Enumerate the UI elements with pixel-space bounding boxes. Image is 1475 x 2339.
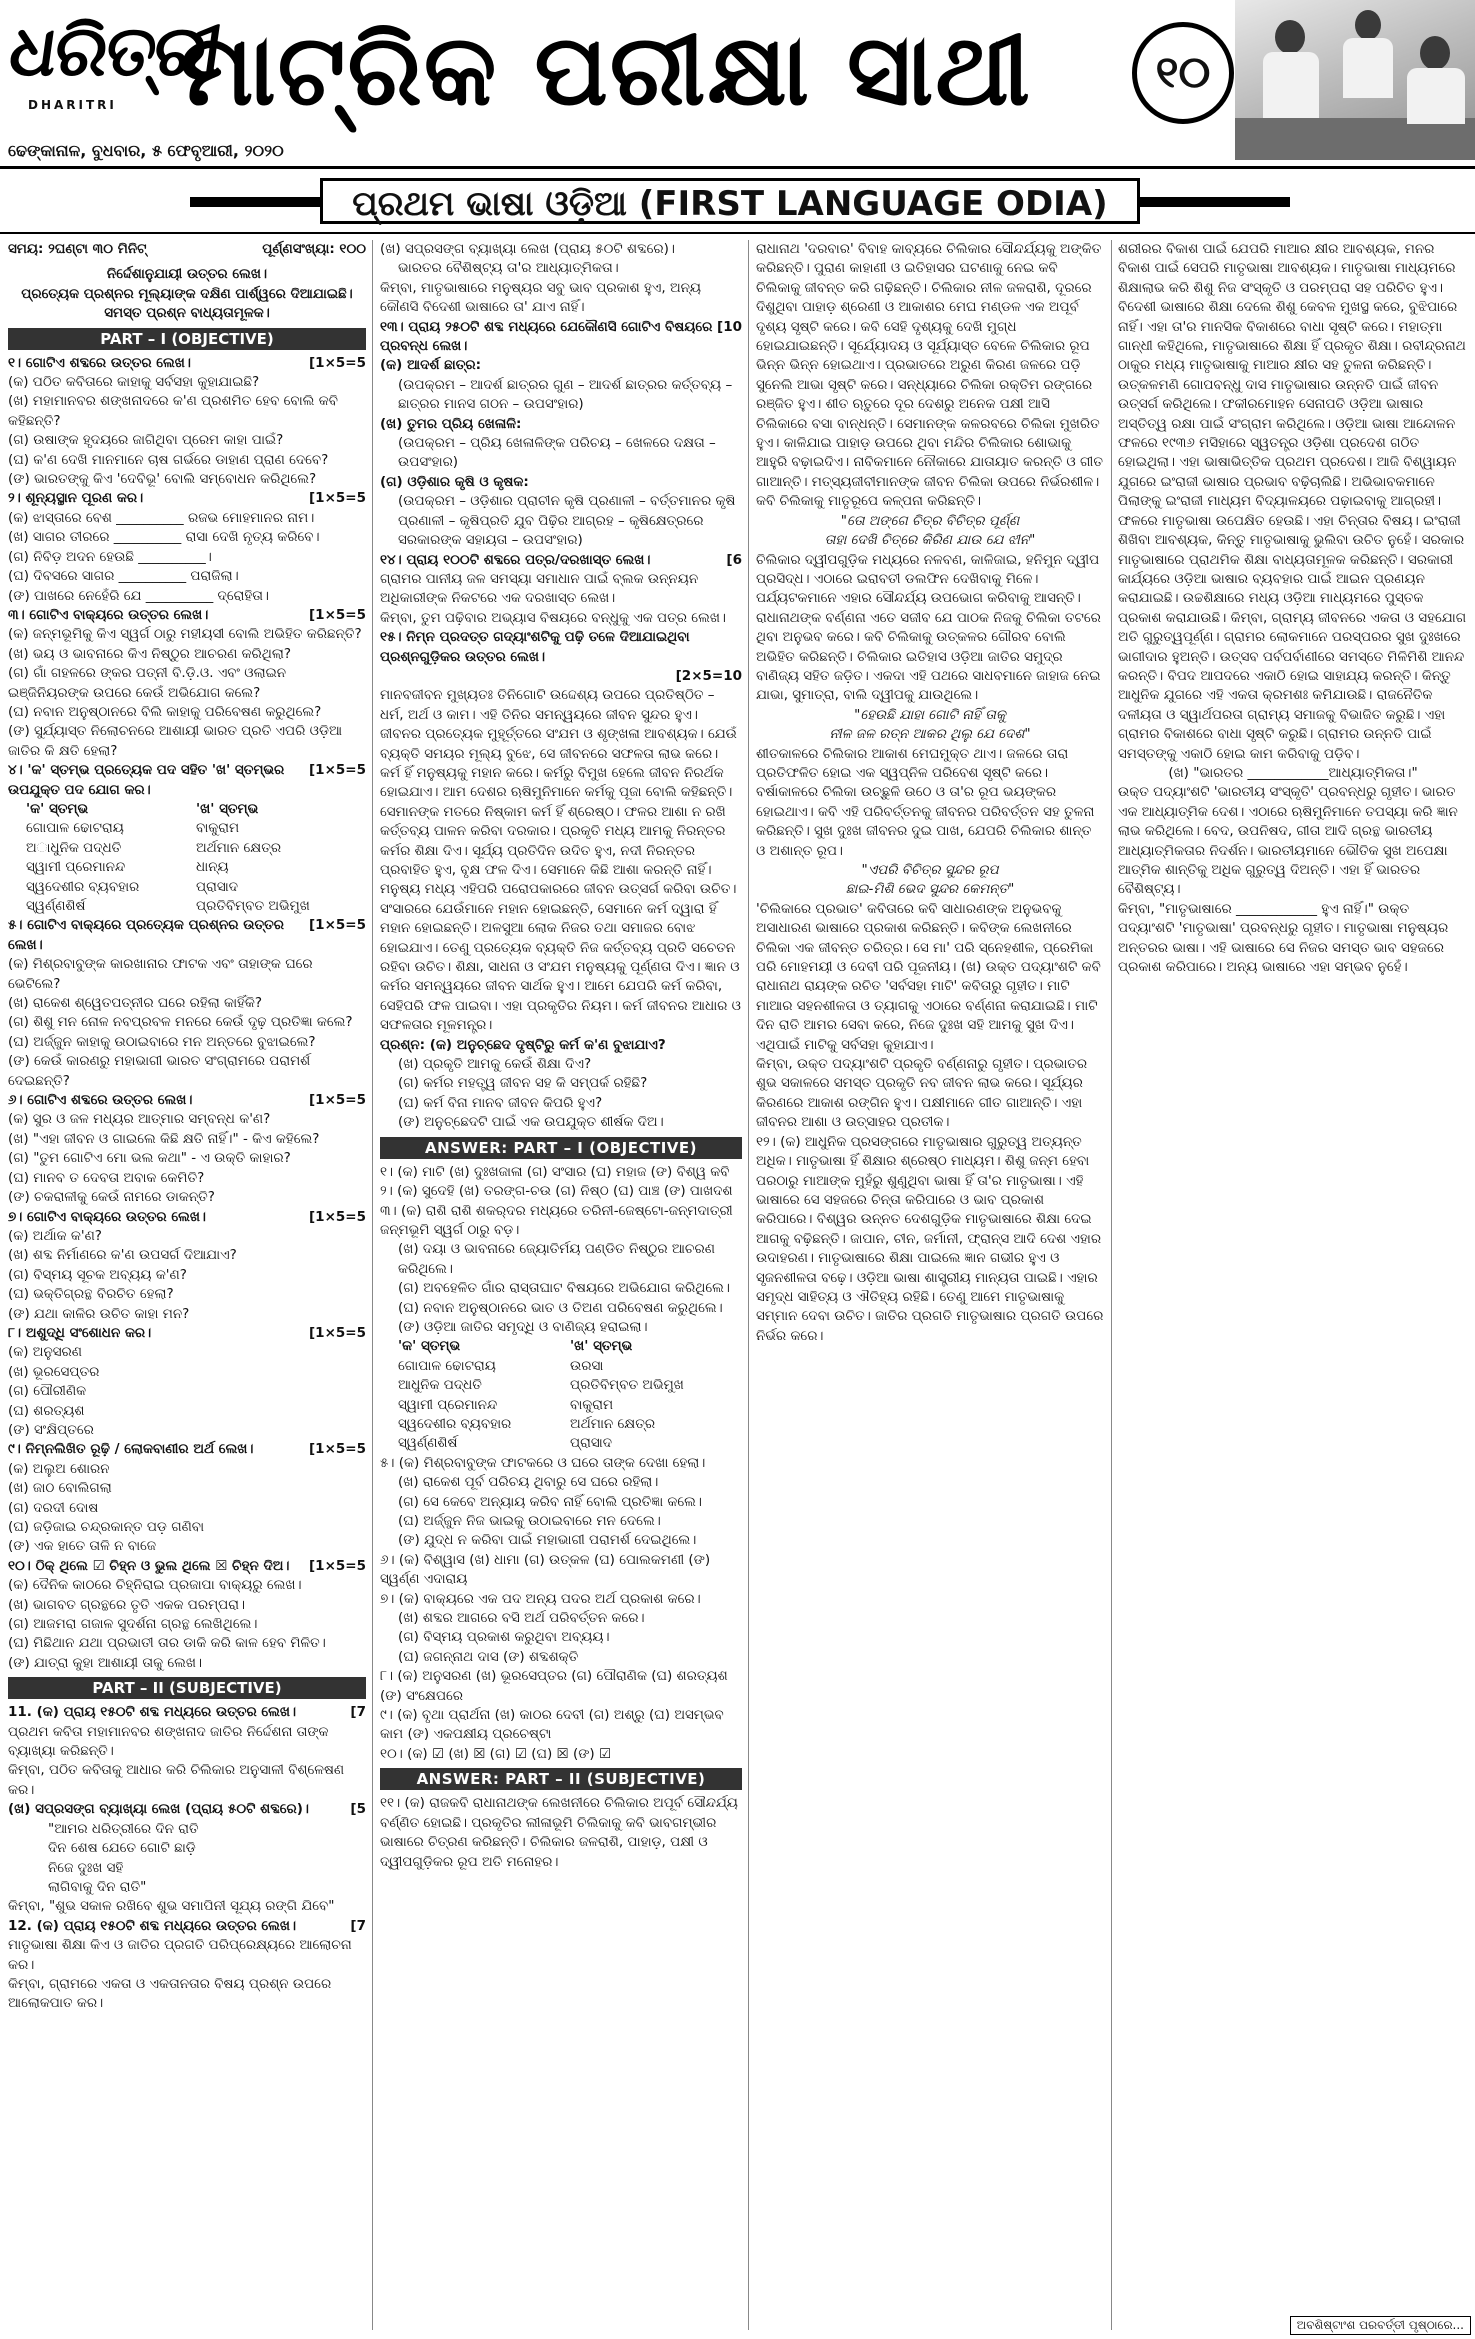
answer-paragraph: ଉକ୍ତ ପଦ୍ୟାଂଶଟି 'ଭାରତୀୟ ସଂସ୍କୃତି' ପ୍ରବନ୍ଧରୁ ଗୃହୀତ। ଭାରତ ଏକ ଆଧ୍ୟାତ୍ମିକ ଦେଶ। ଏଠାରେ ଋଷିମୁନିମାନେ ତପସ୍ୟା କରି ଜ୍ଞାନ ଲାଭ କରିଥିଲେ। ବେଦ, ଉପନିଷଦ, ଗୀତା ଆଦି ଗ୍ରନ୍ଥ ଭାରତୀୟ ଆଧ୍ୟାତ୍ମିକତାର ନିଦର୍ଶନ। ଭାରତୀୟମାନେ ଭୌତିକ ସୁଖ ଅପେକ୍ଷା ଆତ୍ମିକ ଶାନ୍ତିକୁ ଅଧିକ ଗୁରୁତ୍ୱ ଦିଅନ୍ତି। ଏହା ହିଁ ଭାରତର ବୈଶିଷ୍ଟ୍ୟ।: [1118, 784, 1458, 898]
subject-rule: [0, 232, 1475, 234]
question-item: (ଗ) "ତୁମ ଗୋଟିଏ ମୋ ଭଲ କଥା" - ଏ ଉକ୍ତି କାହାର?: [8, 1150, 291, 1167]
question-title: ୧୫। ନିମ୍ନ ପ୍ରଦତ୍ତ ଗଦ୍ୟାଂଶଟିକୁ ପଢ଼ି ତଳେ ଦିଆଯାଇଥିବା ପ୍ରଶ୍ନଗୁଡ଼ିକର ଉତ୍ତର ଲେଖ।: [380, 629, 690, 665]
answer-item: (ଘ) ନବାନ ଅନୁଷ୍ଠାନରେ ଭାତ ଓ ତିଅଣ ପରିବେଷଣ କରୁଥିଲେ।: [398, 1299, 723, 1316]
poem-line: ନିଜେ ଦୁଃଖ ସହି: [48, 1859, 124, 1876]
question-item: ମାତୃଭାଷା ଶିକ୍ଷା କିଏ ଓ ଜାତିର ପ୍ରଗତି ପରିପ୍ରେକ୍ଷ୍ୟରେ ଆଲୋଚନା କର।: [8, 1937, 352, 1973]
question-title: ୧୦। ଠିକ୍ ଥିଲେ ☑ ଚିହ୍ନ ଓ ଭୁଲ ଥିଲେ ☒ ଚିହ୍ନ ଦିଅ। [1×5=5: [8, 1557, 366, 1574]
instruction: ନିର୍ଦ୍ଦେଶାନୁଯାୟୀ ଉତ୍ତର ଲେଖ।: [106, 266, 268, 283]
answer-item: (ଘ) ଅର୍ଜ୍ଜୁନ ନିଜ ଭାଇକୁ ଉଠାଇବାରେ ମନ ଦେଲେ।: [398, 1513, 661, 1529]
question-item: (ଗ) ଆଜମରା ଗଜାଳ ସୁଦର୍ଶନା ଗ୍ରନ୍ଥ ଲେଖିଥିଲେ।: [8, 1616, 258, 1633]
question-item: (ଘ) ଦିବସରେ ସାଗର __________ ପରାଜିଲା।: [8, 568, 239, 585]
question-item: କିମ୍ବା, ଗ୍ରାମରେ ଏକତା ଓ ଏକତାନତାର ବିଷୟ ପ୍ରଶ୍ନ ଉପରେ ଆଲୋକପାତ କର।: [8, 1975, 332, 2012]
logo-subtitle: DHARITRI: [28, 98, 117, 112]
question-item: (ଘ) ଭକ୍ତିଗ୍ରନ୍ଥ ବିରଚିତ ହେଲା?: [8, 1286, 174, 1303]
answer-paragraph: କିମ୍ବା, ଉକ୍ତ ପଦ୍ୟାଂଶଟି ପ୍ରକୃତି ବର୍ଣ୍ଣନାରୁ ଗୃହୀତ। ପ୍ରଭାତର ଶୁଭ ସକାଳରେ ସମସ୍ତ ପ୍ରକୃତି ନବ ଜୀବନ ଲାଭ କରେ। ସୂର୍ଯ୍ୟର କିରଣରେ ଆକାଶ ରଙ୍ଗିନ ହୁଏ। ପକ୍ଷୀମାନେ ଗୀତ ଗାଆନ୍ତି। ଏହା ଜୀବନର ଆଶା ଓ ଉତ୍ସାହର ପ୍ରତୀକ।: [756, 1056, 1088, 1131]
column-divider: [372, 240, 373, 2330]
match-row: ଅାଧୁନିକ ପଦ୍ଧତି ଅର୍ଥମାନ କ୍ଷେତ୍ର: [26, 839, 282, 856]
question-item: (ଙ) ସଂକ୍ଷିପ୍ତରେ: [8, 1421, 94, 1438]
question-item: ଭାରତର ବୈଶିଷ୍ଟ୍ୟ ତା'ର ଆଧ୍ୟାତ୍ମିକତା।: [398, 260, 619, 277]
answer-item: (ଙ) ଯୁଦ୍ଧ ନ କରିବା ପାଇଁ ମହାଭାଗୀ ପରାମର୍ଶ ଦେଇଥିଲେ।: [398, 1532, 697, 1549]
question-title: ୭। ଗୋଟିଏ ବାକ୍ୟରେ ଉତ୍ତର ଲେଖ। [1×5=5: [8, 1208, 366, 1225]
question-title: ୩। ଗୋଟିଏ ବାକ୍ୟରେ ଉତ୍ତର ଲେଖ। [1×5=5: [8, 606, 366, 623]
question-item: (ଖ) ଶବ୍ଦ ନିର୍ମାଣରେ କ'ଣ ଉପସର୍ଗ ଦିଆଯାଏ?: [8, 1247, 237, 1264]
question-item: (ଖ) ଭୟ ଓ ଭାବନାରେ କିଏ ନିଷ୍ଠୁର ଆଚରଣ କରିଥିଲା?: [8, 645, 292, 662]
question-item: କିମ୍ବା, ତୁମ ପଢ଼ିବାର ଅଭ୍ୟାସ ବିଷୟରେ ବନ୍ଧୁକୁ ଏକ ପତ୍ର ଲେଖ।: [380, 609, 726, 626]
question-item: (ଗ) ପୌରୀଣିକ: [8, 1383, 87, 1400]
quoted-verse: ନୀଳ ଜଳ ରତ୍ନ ଆକର ଥିଲୁ ଯେ ଦେଶ": [829, 726, 1031, 743]
instruction: ପ୍ରତ୍ୟେକ ପ୍ରଶ୍ନର ମୂଲ୍ୟାଙ୍କ ଦକ୍ଷିଣ ପାର୍ଶ୍ୱରେ ଦିଆଯାଇଛି।: [21, 285, 353, 302]
question-item: (କ) ଝାସ୍ତାରେ ବେଶ __________ ରଜଭ ମୋହମାନର ନାମ।: [8, 509, 315, 526]
question-item: (କ) ପଠିତ କବିତାରେ କାହାକୁ ସର୍ବସହା କୁହାଯାଇଛି?: [8, 374, 260, 391]
answer-item: ୯। (କ) ବୃଥା ପ୍ରାର୍ଥନା (ଖ) କାଠର ଦେବୀ (ଗ) ଅଶ୍ରୁ (ଘ) ଅସମ୍ଭବ କାମ (ଙ) ଏକପକ୍ଷୀୟ ପ୍ରଚେଷ୍ଟା: [380, 1707, 724, 1743]
question-item: (ଖ) ରାକେଶ ଶ୍ୱେତପତ୍ନୀର ଘରେ ରହିଲା କାହିଁକି?: [8, 995, 263, 1012]
students-exam-photo: [1235, 0, 1475, 160]
part1-header: PART – I (OBJECTIVE): [8, 328, 366, 350]
column-answers-continued: [756, 240, 1104, 2330]
answer-paragraph: କିମ୍ବା, "ମାତୃଭାଷାରେ ____________ ହୁଏ ନାହିଁ।" ଉକ୍ତ ପଦ୍ୟାଂଶଟି 'ମାତୃଭାଷା' ପ୍ରବନ୍ଧରୁ ଗୃହୀତ। ମାତୃଭାଷା ମନୁଷ୍ୟର ଅନ୍ତରର ଭାଷା। ଏହି ଭାଷାରେ ସେ ନିଜର ସମସ୍ତ ଭାବ ସହଜରେ ପ୍ରକାଶ କରିପାରେ। ଅନ୍ୟ ଭାଷାରେ ଏହା ସମ୍ଭବ ନୁହେଁ।: [1118, 900, 1449, 976]
question-title: ୯। ନିମ୍ନଲିଖିତ ରୂଢ଼ି / ଲୋକବାଣୀର ଅର୍ଥ ଲେଖ। [1×5=5: [8, 1441, 366, 1458]
question-title: ୧୪। ପ୍ରାୟ ୧୦୦ଟି ଶବ୍ଦରେ ପତ୍ର/ଦରଖାସ୍ତ ଲେଖ। [6: [380, 551, 742, 568]
answer-item: ୩। (କ) ରାଶି ରାଶି ଶକର୍‍ଦର ମଧ୍ୟରେ ତରିନୀ-ଜେଷ୍ଟୋ-ଜନ୍ମଦାତ୍ରୀ ଜନ୍ମଭୂମି ସ୍ୱର୍ଗ ଠାରୁ ବଡ଼।: [380, 1202, 733, 1238]
question-item: ପ୍ରଶ୍ନ: (କ) ଅନୁଚ୍ଛେଦ ଦୃଷ୍ଟିରୁ କର୍ମ କ'ଣ ବୁଝାଯାଏ?: [380, 1036, 666, 1053]
question-item: (ଘ) କ'ଣ ଦେଖି ମାନମାନେ ଚାଷ ଗର୍ଭରେ ଡାହାଣ ପ୍ରାଣ ଦେବେ?: [8, 451, 329, 468]
question-title: ୧। ଗୋଟିଏ ଶବ୍ଦରେ ଉତ୍ତର ଲେଖ। [1×5=5: [8, 354, 366, 371]
quoted-verse: "ତୋ ଅଙ୍ଗେ ଚିତ୍ର ବିଚିତ୍ର ପୂର୍ଣ୍ଣ: [840, 512, 1020, 529]
answer-item: (ଗ) ସେ କେବେ ଅନ୍ୟାୟ କରିବ ନାହିଁ ବୋଲି ପ୍ରତିଜ୍ଞା କଲେ।: [398, 1493, 702, 1510]
column-divider: [748, 240, 749, 2330]
answer-item: (ଖ) ଶବ୍ଦର ଆଗରେ ବସି ଅର୍ଥ ପରିବର୍ତ୍ତନ କରେ।: [398, 1610, 645, 1627]
question-item: (ଗ) ଗାଁ ଗହଳରେ ଙ୍କର ପତ୍ନୀ ବି.ଡ଼ି.ଓ. ଏବଂ ଓଲାଇନ ଇଞ୍ଜିନିୟରଙ୍କ ଉପରେ କେଉଁ ଅଭିଯୋଗ କଲେ?: [8, 665, 287, 701]
exam-meta: [8, 240, 366, 259]
question-item: (ଖ) ସାଗର ତୀରରେ __________ ରାସା ଦେଖି ନୃତ୍ୟ କରିବେ।: [8, 529, 320, 546]
match-row: ସ୍ୱାମୀ ପ୍ରେମାନନ୍ଦ ଧାନ୍ୟ: [26, 859, 229, 876]
answer-item: (ଗ) ଅବହେଳିତ ଗାଁର ରାସ୍ତାଘାଟ ବିଷୟରେ ଅଭିଯୋଗ କରିଥିଲେ।: [398, 1280, 730, 1297]
match-row: ଗୋପାଳ ଢୋଟରାୟ ଉରସା: [398, 1357, 604, 1374]
question-item: (କ) ଅନୁସରଣ: [8, 1344, 82, 1361]
question-marks: [2×5=10: [675, 667, 742, 684]
poem-line: "ଆମର ଧରିତ୍ରୀରେ ଦିନ ରାତି: [48, 1820, 199, 1837]
question-item: (ଙ) ଅନୁଚ୍ଛେଦଟି ପାଇଁ ଏକ ଉପଯୁକ୍ତ ଶୀର୍ଷକ ଦିଅ।: [398, 1114, 664, 1131]
column-questions-answers: [380, 240, 742, 2330]
answer-item: ୧। (କ) ମାଟି (ଖ) ଦୁଃଖଜାଳା (ଗ) ସଂସାର (ଘ) ମହାଜ (ଙ) ବିଶ୍ୱ କବି: [380, 1163, 730, 1180]
logo-wordmark: ଧରିତ୍ରୀ: [4, 10, 227, 92]
match-header: 'କ' ସ୍ତମ୍ଭ 'ଖ' ସ୍ତମ୍ଭ: [26, 800, 259, 817]
question-item: (ଘ) ଶରତ୍ୟଶ: [8, 1402, 85, 1419]
question-item: ଗ୍ରାମର ପାନୀୟ ଜଳ ସମସ୍ୟା ସମାଧାନ ପାଇଁ ବ୍ଲକ ଉନ୍ନୟନ ଅଧିକାରୀଙ୍କ ନିକଟରେ ଏକ ଦରଖାସ୍ତ ଲେଖ।: [380, 570, 699, 607]
question-item: (ଘ) ମିଛିଥାନ ଯଥା ପ୍ରଭାତୀ ତାର ଡାକି କରି କାଳ ହେବ ମିଳିତ।: [8, 1635, 326, 1652]
question-item: (ଙ) କେଉଁ କାରଣରୁ ମହାଭାଗୀ ଭାରତ ସଂଗ୍ରାମରେ ପରାମର୍ଶ ଦେଇଛନ୍ତି?: [8, 1053, 311, 1089]
question-item: (ଖ) ଭାଗବତ ଗ୍ରନ୍ଥରେ ତୃତି ଏକକ ପରମ୍ପରା।: [8, 1596, 246, 1613]
comprehension-passage: ମାନବଜୀବନ ମୁଖ୍ୟତଃ ତିନିଗୋଟି ଉଦ୍ଦେଶ୍ୟ ଉପରେ ପ୍ରତିଷ୍ଠିତ – ଧର୍ମ, ଅର୍ଥ ଓ କାମ। ଏହି ତିନିର ସମନ୍ୱୟରେ ଜୀବନ ସୁନ୍ଦର ହୁଏ। ଜୀବନର ପ୍ରତ୍ୟେକ ମୁହୂର୍ତ୍ତରେ ସଂଯମ ଓ ଶୃଙ୍ଖଳା ଆବଶ୍ୟକ। ଯେଉଁ ବ୍ୟକ୍ତି ସମୟର ମୂଲ୍ୟ ବୁଝେ, ସେ ଜୀବନରେ ସଫଳତା ଲାଭ କରେ। କର୍ମ ହିଁ ମନୁଷ୍ୟକୁ ମହାନ କରେ। କର୍ମରୁ ବିମୁଖ ହେଲେ ଜୀବନ ନିରର୍ଥକ ହୋଇଯାଏ। ଆମ ଦେଶର ଋଷିମୁନିମାନେ କର୍ମକୁ ପୂଜା ବୋଲି କହିଛନ୍ତି। ସେମାନଙ୍କ ମତରେ ନିଷ୍କାମ କର୍ମ ହିଁ ଶ୍ରେଷ୍ଠ। ଫଳର ଆଶା ନ ରଖି କର୍ତ୍ତବ୍ୟ ପାଳନ କରିବା ଦରକାର। ପ୍ରକୃତି ମଧ୍ୟ ଆମକୁ ନିରନ୍ତର କର୍ମର ଶିକ୍ଷା ଦିଏ। ସୂର୍ଯ୍ୟ ପ୍ରତିଦିନ ଉଦିତ ହୁଏ, ନଦୀ ନିରନ୍ତର ପ୍ରବାହିତ ହୁଏ, ବୃକ୍ଷ ଫଳ ଦିଏ। ସେମାନେ କିଛି ଆଶା କରନ୍ତି ନାହିଁ। ମନୁଷ୍ୟ ମଧ୍ୟ ଏହିପରି ପରୋପକାରରେ ଜୀବନ ଉତ୍ସର୍ଗ କରିବା ଉଚିତ। ସଂସାରରେ ଯେଉଁମାନେ ମହାନ ହୋଇଛନ୍ତି, ସେମାନେ କର୍ମ ଦ୍ୱାରା ହିଁ ମହାନ ହୋଇଛନ୍ତି। ଅଳସୁଆ ଲୋକ ନିଜର ତଥା ସମାଜର ବୋଝ ହୋଇଯାଏ। ତେଣୁ ପ୍ରତ୍ୟେକ ବ୍ୟକ୍ତି ନିଜ କର୍ତ୍ତବ୍ୟ ପ୍ରତି ସଚେତନ ରହିବା ଉଚିତ। ଶିକ୍ଷା, ସାଧନା ଓ ସଂଯମ ମନୁଷ୍ୟକୁ ପୂର୍ଣ୍ଣତା ଦିଏ। ଜ୍ଞାନ ଓ କର୍ମର ସମନ୍ୱୟରେ ଜୀବନ ସାର୍ଥକ ହୁଏ। ଆମେ ଯେପରି କର୍ମ କରିବା, ସେହିପରି ଫଳ ପାଇବା। ଏହା ପ୍ରକୃତିର ନିୟମ। କର୍ମ ଜୀବନର ଆଧାର ଓ ସଫଳତାର ମୂଳମନ୍ତ୍ର।: [380, 687, 741, 1034]
column-questions-part1: [8, 240, 366, 2330]
part2-header: PART – II (SUBJECTIVE): [8, 1677, 366, 1699]
question-item: (ଖ) ଭୂରସେପ୍ତର: [8, 1363, 100, 1380]
continued-note: ଅବଶିଷ୍ଟାଂଶ ପରବର୍ତ୍ତୀ ପୃଷ୍ଠାରେ...: [1290, 2316, 1471, 2335]
poem-line: ଦିନ ଶେଷ ଯେତେ ଗୋଟି ଛାଡ଼ି: [48, 1840, 196, 1857]
question-item: (ଗ) ନିବିଡ଼ ଅଦନ ହେଉଛି __________।: [8, 548, 212, 565]
quoted-verse: "ଏପରି ବିଚିତ୍ର ସୁନ୍ଦର ରୂପ: [861, 862, 999, 878]
masthead: [0, 0, 1475, 168]
question-item: (ଙ) ଭାରତଙ୍କୁ କିଏ 'ଦେବିଭୂ' ବୋଲି ସମ୍ବୋଧନ କରିଥିଲେ?: [8, 471, 317, 488]
quoted-verse: ତାହା ଦେଖି ଚିତ୍ରେ କିରିଣ ଯାଉ ଯେ ଝୀନ": [824, 532, 1036, 549]
match-row: ସ୍ୱର୍ଣ୍ଣଶିର୍ଷ ପ୍ରତିବିମ୍ବତ ଅଭିମୁଖ: [26, 898, 310, 914]
question-title: 12. (କ) ପ୍ରାୟ ୧୫୦ଟି ଶବ୍ଦ ମଧ୍ୟରେ ଉତ୍ତର ଲେଖ। [7: [8, 1917, 366, 1934]
answer-part1-header: ANSWER: PART – I (OBJECTIVE): [380, 1137, 742, 1159]
question-item: (ଖ) ମହାମାନବର ଶଙ୍ଖନାଦରେ କ'ଣ ପ୍ରଶମିତ ହେବ ବୋଲି କବି କହିଛନ୍ତି?: [8, 393, 338, 429]
match-row: ସ୍ୱାମୀ ପ୍ରେମାନନ୍ଦ ବାକୁରାମ: [398, 1396, 614, 1413]
quoted-verse: "ହେଉଛି ଯାହା ଗୋଟି ନାହିଁ ତାକୁ: [854, 706, 1006, 723]
answer-item: ୭। (କ) ବାକ୍ୟରେ ଏକ ପଦ ଅନ୍ୟ ପଦର ଅର୍ଥ ପ୍ରକାଶ କରେ।: [380, 1590, 701, 1607]
issue-number-badge: ୧୦: [1132, 22, 1234, 124]
answer-item: ୬। (କ) ବିଶ୍ୱାସ (ଖ) ଧାମା (ଗ) ଉତ୍କଳ (ଘ) ପୋଲକମଣୀ (ଙ) ସ୍ୱର୍ଣ୍ଣ ଏଦାରାୟ: [380, 1551, 711, 1588]
question-item: (ଙ) ଚକରାଳୀକୁ କେଉଁ ନାମରେ ଡାକନ୍ତି?: [8, 1189, 215, 1206]
question-item: (କ) ମିଶ୍ରବାବୁଙ୍କ କାରଖାନାର ଫାଟକ ଏବଂ ତାହାଙ୍କ ଘରେ ଭେଟିଲେ?: [8, 956, 313, 992]
answer-item: ୮। (କ) ଅନୁସରଣ (ଖ) ଭୂରସେପ୍ତର (ଗ) ପୌରାଣିକ (ଘ) ଶରତ୍ୟଶ (ଙ) ସଂକ୍ଷେପରେ: [380, 1668, 728, 1704]
answer-paragraph: 'ଚିଲିକାରେ ପ୍ରଭାତ' କବିତାରେ କବି ସାଧାରଣଙ୍କ ଅନୁଭବକୁ ଅସାଧାରଣ ଭାଷାରେ ପ୍ରକାଶ କରିଛନ୍ତି। କବିଙ୍କ ଲେଖନୀରେ ଚିଲିକା ଏକ ଜୀବନ୍ତ ଚରିତ୍ର। ସେ ମା' ପରି ସ୍ନେହଶୀଳ, ପ୍ରେମିକା ପରି ମୋହମୟୀ ଓ ଦେବୀ ପରି ପୂଜନୀୟ। (ଖ) ଉକ୍ତ ପଦ୍ୟାଂଶଟି କବି ରାଧାନାଥ ରାୟଙ୍କ ରଚିତ 'ସର୍ବସହା ମାଟି' କବିତାରୁ ଗୃହୀତ। ମାଟି ମାଆର ସହନଶୀଳତା ଓ ତ୍ୟାଗକୁ ଏଠାରେ ବର୍ଣ୍ଣନା କରାଯାଇଛି। ମାଟି ଦିନ ରାତି ଆମର ସେବା କରେ, ନିଜେ ଦୁଃଖ ସହି ଆମକୁ ସୁଖ ଦିଏ। ଏଥିପାଇଁ ମାଟିକୁ ସର୍ବସହା କୁହାଯାଏ।: [756, 900, 1101, 1053]
subject-title: ପ୍ରଥମ ଭାଷା ଓଡ଼ିଆ (FIRST LANGUAGE ODIA): [320, 178, 1140, 224]
answer-paragraph: ରାଧାନାଥ 'ଦରବାର' ବିବାହ କାବ୍ୟରେ ଚିଲିକାର ସୌନ୍ଦର୍ଯ୍ୟକୁ ଅଙ୍କିତ କରିଛନ୍ତି। ପୁରାଣ କାହାଣୀ ଓ ଇତିହାସର ଘଟଣାକୁ ନେଇ କବି ଚିଲିକାକୁ ଜୀବନ୍ତ କରି ଗଢ଼ିଛନ୍ତି। ଚିଲିକାର ନୀଳ ଜଳରାଶି, ଦୂରରେ ଦିଶୁଥିବା ପାହାଡ଼ ଶ୍ରେଣୀ ଓ ଆକାଶର ମେଘ ମଣ୍ଡଳ ଏକ ଅପୂର୍ବ ଦୃଶ୍ୟ ସୃଷ୍ଟି କରେ। କବି ସେହି ଦୃଶ୍ୟକୁ ଦେଖି ମୁଗ୍ଧ ହୋଇଯାଇଛନ୍ତି। ସୂର୍ଯ୍ୟୋଦୟ ଓ ସୂର୍ଯ୍ୟାସ୍ତ ବେଳେ ଚିଲିକାର ରୂପ ଭିନ୍ନ ଭିନ୍ନ ହୋଇଥାଏ। ପ୍ରଭାତରେ ଅରୁଣ କିରଣ ଜଳରେ ପଡ଼ି ସୁନେଲି ଆଭା ସୃଷ୍ଟି କରେ। ସନ୍ଧ୍ୟାରେ ଚିଲିକା ରକ୍ତିମ ରଙ୍ଗରେ ରଞ୍ଜିତ ହୁଏ। ଶୀତ ଋତୁରେ ଦୂର ଦେଶରୁ ଅନେକ ପକ୍ଷୀ ଆସି ଚିଲିକାରେ ବସା ବାନ୍ଧନ୍ତି। ସେମାନଙ୍କ କଳରବରେ ଚିଲିକା ମୁଖରିତ ହୁଏ। କାଳିଯାଇ ପାହାଡ଼ ଉପରେ ଥିବା ମନ୍ଦିର ଚିଲିକାର ଶୋଭାକୁ ଆହୁରି ବଢ଼ାଇଦିଏ। ନାବିକମାନେ ନୌକାରେ ଯାତାୟାତ କରନ୍ତି ଓ ଗୀତ ଗାଆନ୍ତି। ମତ୍ସ୍ୟଜୀବୀମାନଙ୍କ ଜୀବନ ଚିଲିକା ଉପରେ ନିର୍ଭରଶୀଳ। କବି ଚିଲିକାକୁ ମାତୃରୂପେ କଳ୍ପନା କରିଛନ୍ତି।: [756, 241, 1103, 510]
essay-outline: (ଉପକ୍ରମ – ଆଦର୍ଶ ଛାତ୍ରର ଗୁଣ – ଆଦର୍ଶ ଛାତ୍ରର କର୍ତ୍ତବ୍ୟ – ଛାତ୍ରର ମାନସ ଗଠନ – ଉପସଂହାର): [398, 376, 733, 413]
answer-item: ୨। (କ) ସୁଦେହି (ଖ) ତରଙ୍ଗ-ଚଉ (ଗ) ନିଷ୍ଠ (ଘ) ପାଞ୍ଚ (ଙ) ପାଖଦଶ: [380, 1183, 733, 1200]
newspaper-logo: [4, 10, 227, 125]
question-title: ୬। ଗୋଟିଏ ଶବ୍ଦରେ ଉତ୍ତର ଲେଖ। [1×5=5: [8, 1092, 366, 1109]
question-item: (ଖ) ସପ୍ରସଙ୍ଗ ବ୍ୟାଖ୍ୟା ଲେଖ (ପ୍ରାୟ ୫୦ଟି ଶବ୍ଦରେ)।: [380, 241, 675, 257]
question-item: (ଙ) ଯାତ୍ରା କୁହା ଆଶାୟୀ ତାକୁ ଲେଖ।: [8, 1654, 203, 1671]
poem-line: ଲାଗିବାକୁ ଦିନ ରାତି": [48, 1878, 147, 1895]
question-item: (ଗ) କର୍ମର ମହତ୍ତ୍ୱ ଜୀବନ ସହ କି ସମ୍ପର୍କ ରହିଛି?: [398, 1075, 648, 1092]
question-item: (ଙ) ଯଥା କାଳିର ଉଚିତ କାହା ମନ?: [8, 1305, 190, 1322]
question-item: (ଙ) ଏକ ହାତେ ତାଳି ନ ବାଜେ: [8, 1538, 157, 1555]
match-row: ଗୋପାଳ ଢୋଟରାୟ ବାକୁରାମ: [26, 820, 240, 837]
dateline: ଢେଙ୍କାନାଳ, ବୁଧବାର, ୫ ଫେବୃଆରୀ, ୨୦୨୦: [8, 141, 284, 160]
answer-item: ୫। (କ) ମିଶ୍ରବାବୁଙ୍କ ଫାଟକରେ ଓ ଘରେ ତାଙ୍କ ଦେଖା ହେଲା।: [380, 1454, 706, 1471]
question-title: ୪। 'କ' ସ୍ତମ୍ଭ ପ୍ରତ୍ୟେକ ପଦ ସହିତ 'ଖ' ସ୍ତମ୍ଭର ଉପଯୁକ୍ତ ପଦ ଯୋଗ କର। [1×5=5: [8, 762, 366, 798]
question-item: (କ) ଜନ୍ମଭୂମିକୁ କିଏ ସ୍ୱର୍ଗ ଠାରୁ ମହୀୟସୀ ବୋଲି ଅଭିହିତ କରିଛନ୍ତି?: [8, 626, 362, 643]
question-item: (କ) ଅଲୁଅ ଶୋରନ: [8, 1460, 110, 1477]
question-item: ପ୍ରଥମ କବିତା ମହାମାନବର ଶଙ୍ଖନାଦ ଜାତିର ନିର୍ଦ୍ଦେଶନା ତାଙ୍କ ବ୍ୟାଖ୍ୟା କରିଛନ୍ତି।: [8, 1723, 329, 1760]
column-divider: [1111, 240, 1112, 2330]
essay-topic: (କ) ଆଦର୍ଶ ଛାତ୍ର:: [380, 357, 482, 374]
answer-part2-header: ANSWER: PART – II (SUBJECTIVE): [380, 1768, 742, 1790]
question-item: (କ) ଦୈନିକ କାଠରେ ଚିହ୍ନିରାଇ ପ୍ରଜାପା ବାକ୍ୟରୁ ଲେଖ।: [8, 1577, 302, 1594]
match-row: ସ୍ୱର୍ଣ୍ଣଶିର୍ଷ ପ୍ରାସାଦ: [398, 1435, 612, 1452]
question-item: (ଘ) ଜଡ଼ିଜାଇ ଚନ୍ଦ୍ରକାନ୍ତ ପଡ଼ ଗଣିବା: [8, 1519, 205, 1535]
question-title: 11. (କ) ପ୍ରାୟ ୧୫୦ଟି ଶବ୍ଦ ମଧ୍ୟରେ ଉତ୍ତର ଲେଖ। [7: [8, 1704, 366, 1721]
answer-paragraph: ୧୨। (କ) ଆଧୁନିକ ପ୍ରସଙ୍ଗରେ ମାତୃଭାଷାର ଗୁରୁତ୍ୱ ଅତ୍ୟନ୍ତ ଅଧିକ। ମାତୃଭାଷା ହିଁ ଶିକ୍ଷାର ଶ୍ରେଷ୍ଠ ମାଧ୍ୟମ। ଶିଶୁ ଜନ୍ମ ହେବା ପରଠାରୁ ମାଆଙ୍କ ମୁହଁରୁ ଶୁଣୁଥିବା ଭାଷା ହିଁ ତା'ର ମାତୃଭାଷା। ଏହି ଭାଷାରେ ସେ ସହଜରେ ଚିନ୍ତା କରିପାରେ ଓ ଭାବ ପ୍ରକାଶ କରିପାରେ। ବିଶ୍ୱର ଉନ୍ନତ ଦେଶଗୁଡ଼ିକ ମାତୃଭାଷାରେ ଶିକ୍ଷା ଦେଇ ଆଗକୁ ବଢ଼ିଛନ୍ତି। ଜାପାନ, ଚୀନ, ଜର୍ମାନୀ, ଫ୍ରାନ୍ସ ଆଦି ଦେଶ ଏହାର ଉଦାହରଣ। ମାତୃଭାଷାରେ ଶିକ୍ଷା ପାଇଲେ ଜ୍ଞାନ ଗଭୀର ହୁଏ ଓ ସୃଜନଶୀଳତା ବଢ଼େ। ଓଡ଼ିଆ ଭାଷା ଶାସ୍ତ୍ରୀୟ ମାନ୍ୟତା ପାଇଛି। ଏହାର ସମୃଦ୍ଧ ସାହିତ୍ୟ ଓ ଐତିହ୍ୟ ରହିଛି। ତେଣୁ ଆମେ ମାତୃଭାଷାକୁ ସମ୍ମାନ ଦେବା ଉଚିତ। ଜାତିର ପ୍ରଗତି ମାତୃଭାଷାର ପ୍ରଗତି ଉପରେ ନିର୍ଭର କରେ।: [756, 1133, 1104, 1344]
question-item: (ଖ) ଜାଠ ବୋଲିଗଲା: [8, 1480, 112, 1497]
match-row: ସ୍ୱଦେଶୀର ବ୍ୟବହାର ପ୍ରାସାଦ: [26, 878, 238, 895]
instruction: ସମସ୍ତ ପ୍ରଶ୍ନ ବାଧ୍ୟତାମୂଳକ।: [104, 305, 270, 322]
question-item: (ଙ) ପାଖରେ ନେହେଁରି ଯେ __________ ଦ୍ରୋହିତା।: [8, 587, 270, 604]
question-item: (ଗ) ବିସ୍ମୟ ସୂଚକ ଅବ୍ୟୟ କ'ଣ?: [8, 1266, 187, 1283]
masthead-rule: [0, 166, 1475, 169]
question-item: (ଘ) ନବାନ ଅନୁଷ୍ଠାନରେ ବିଲି କାହାକୁ ପରିବେଷଣ କରୁଥିଲେ?: [8, 703, 322, 720]
question-item: (ଖ) "ଏହା ଜୀବନ ଓ ଗାଇଲେ କିଛି କ୍ଷତି ନାହିଁ।" - କିଏ କହିଲେ?: [8, 1130, 320, 1147]
essay-topic: (ଗ) ଓଡ଼ିଶାର କୃଷି ଓ କୃଷକ:: [380, 473, 529, 490]
answer-paragraph: ଶୀତକାଳରେ ଚିଲିକାର ଆକାଶ ମେଘମୁକ୍ତ ଥାଏ। ଜଳରେ ତାରା ପ୍ରତିଫଳିତ ହୋଇ ଏକ ସ୍ୱପ୍ନିଳ ପରିବେଶ ସୃଷ୍ଟି କରେ। ବର୍ଷାକାଳରେ ଚିଲିକା ଉଚ୍ଛୁଳି ଉଠେ ଓ ତା'ର ରୂପ ଭୟଙ୍କର ହୋଇଥାଏ। କବି ଏହି ପରିବର୍ତ୍ତନକୁ ଜୀବନର ପରିବର୍ତ୍ତନ ସହ ତୁଳନା କରିଛନ୍ତି। ସୁଖ ଦୁଃଖ ଜୀବନର ଦୁଇ ପାଖ, ଯେପରି ଚିଲିକାର ଶାନ୍ତ ଓ ଅଶାନ୍ତ ରୂପ।: [756, 745, 1095, 859]
supplement-headline: ମାଟ୍ରିକ ପରୀକ୍ଷା ସାଥୀ: [180, 14, 1032, 128]
answer-item: (ଘ) ଜଗନ୍ନାଥ ଦାସ (ଙ) ଶବ୍ଦଶକ୍ତି: [398, 1648, 579, 1665]
question-item: (ଖ) ପ୍ରକୃତି ଆମକୁ କେଉଁ ଶିକ୍ଷା ଦିଏ?: [398, 1056, 592, 1073]
question-item: (ଗ) ଶିଶୁ ମନ ନୋଳ ନବପ୍ରବଳ ମନରେ କେଉଁ ଦୃଢ଼ ପ୍ରତିଜ୍ଞା କଲେ?: [8, 1014, 353, 1031]
question-item: (ଙ) ସୁର୍ଯ୍ୟାସ୍ତ ନିଲୋଚନରେ ଆଶାୟୀ ଭାରତ ପ୍ରତି ଏପରି ଓଡ଼ିଆ ଜାତିର କି କ୍ଷତି ହେଲା?: [8, 723, 343, 759]
question-item: (ଘ) ମାନବ ତ ଦେବତା ଅବାକ କେମିତି?: [8, 1169, 205, 1186]
question-item: (କ) ଅର୍ଥାକ କ'ଣ?: [8, 1227, 102, 1244]
essay-outline: (ଉପକ୍ରମ – ଓଡ଼ିଶାର ପ୍ରାଚୀନ କୃଷି ପ୍ରଣାଳୀ – ବର୍ତ୍ତମାନର କୃଷି ପ୍ରଣାଳୀ – କୃଷିପ୍ରତି ଯୁବ ପିଢ଼ିର ଆଗ୍ରହ – କୃଷିକ୍ଷେତ୍ରରେ ସରକାରଙ୍କ ସହାୟତା – ଉପସଂହାର): [398, 493, 736, 549]
answer-paragraph: ଚିଲିକାର ଦ୍ୱୀପଗୁଡ଼ିକ ମଧ୍ୟରେ ନଳବଣ, କାଳିଜାଇ, ହନିମୁନ ଦ୍ୱୀପ ପ୍ରସିଦ୍ଧ। ଏଠାରେ ଇରାବତୀ ଡଲଫିନ ଦେଖିବାକୁ ମିଳେ। ପର୍ଯ୍ୟଟକମାନେ ଏହାର ସୌନ୍ଦର୍ଯ୍ୟ ଉପଭୋଗ କରିବାକୁ ଆସନ୍ତି। ରାଧାନାଥଙ୍କ ବର୍ଣ୍ଣନା ଏତେ ସଜୀବ ଯେ ପାଠକ ନିଜକୁ ଚିଲିକା ତଟରେ ଥିବା ଅନୁଭବ କରେ। କବି ଚିଲିକାକୁ ଉତ୍କଳର ଗୌରବ ବୋଲି ଅଭିହିତ କରିଛନ୍ତି। ଚିଲିକାର ଇତିହାସ ଓଡ଼ିଆ ଜାତିର ସମୁଦ୍ର ବାଣିଜ୍ୟ ସହିତ ଜଡ଼ିତ। ଏକଦା ଏହି ପଥରେ ସାଧବମାନେ ଜାହାଜ ନେଇ ଯାଭା, ସୁମାତ୍ରା, ବାଲି ଦ୍ୱୀପକୁ ଯାଉଥିଲେ।: [756, 551, 1101, 704]
answer-paragraph: ୧୧। (କ) ରାଜକବି ରାଧାନାଥଙ୍କ ଲେଖନୀରେ ଚିଲିକାର ଅପୂର୍ବ ସୌନ୍ଦର୍ଯ୍ୟ ବର୍ଣ୍ଣିତ ହୋଇଛି। ପ୍ରକୃତିର ଲୀଳାଭୂମି ଚିଲିକାକୁ କବି ଭାବଗମ୍ଭୀର ଭାଷାରେ ଚିତ୍ରଣ କରିଛନ୍ତି। ଚିଲିକାର ଜଳରାଶି, ପାହାଡ଼, ପକ୍ଷୀ ଓ ଦ୍ୱୀପଗୁଡ଼ିକର ରୂପ ଅତି ମନୋହର।: [380, 1795, 738, 1870]
question-item: (ଘ) କର୍ମ ବିନା ମାନବ ଜୀବନ କିପରି ହୁଏ?: [398, 1094, 603, 1111]
quoted-verse: ଛାଇ-ମିଶି ଭେଦ ସୁନ୍ଦର କେମନ୍ତ": [845, 881, 1015, 898]
question-item: (କ) ସୁର ଓ ଜଳ ମଧ୍ୟର ଆତ୍ମାର ସମ୍ବନ୍ଧ କ'ଣ?: [8, 1111, 271, 1128]
column-answers-final: [1118, 240, 1468, 2330]
question-item: (ଘ) ଅର୍ଜ୍ଜୁନ କାହାକୁ ଉଠାଇବାରେ ମନ ଅନ୍ତରେ ବୁଝାଇଲେ?: [8, 1033, 316, 1050]
answer-item: ୧୦। (କ) ☑ (ଖ) ☒ (ଗ) ☑ (ଘ) ☒ (ଙ) ☑: [380, 1745, 612, 1762]
exam-time: ସମୟ: ୨ଘଣ୍ଟା ୩୦ ମିନିଟ୍: [8, 241, 147, 257]
question-item: କିମ୍ବା, ପଠିତ କବିତାକୁ ଆଧାର କରି ଚିଲିକାର ଅନୁସାଳୀ ବିଶ୍ଳେଷଣ କର।: [8, 1762, 345, 1798]
question-title: (ଖ) ସପ୍ରସଙ୍ଗ ବ୍ୟାଖ୍ୟା ଲେଖ (ପ୍ରାୟ ୫୦ଟି ଶବ୍ଦରେ)। [5: [8, 1801, 366, 1818]
answer-item: (ଖ) ରାକେଶ ପୂର୍ବ ପରିଚୟ ଥିବାରୁ ସେ ଘରେ ରହିଲା।: [398, 1474, 659, 1491]
question-title: ୮। ଅଶୁଦ୍ଧି ସଂଶୋଧନ କର। [1×5=5: [8, 1324, 366, 1341]
quoted-verse: (ଖ) "ଭାରତର ____________ଆଧ୍ୟାତ୍ମିକତା।": [1168, 764, 1418, 781]
question-item: କିମ୍ବା, "ଶୁଭ ସକାଳ ରଖିବେ ଶୁଭ ସମାପିନୀ ସୂଯ୍ୟ ରଙ୍ଗି ଯିବେ": [8, 1898, 335, 1915]
question-item: କିମ୍ବା, ମାତୃଭାଷାରେ ମନୁଷ୍ୟର ସବୁ ଭାବ ପ୍ରକାଶ ହୁଏ, ଅନ୍ୟ କୌଣସି ବିଦେଶୀ ଭାଷାରେ ତା' ଯାଏ ନାହିଁ।: [380, 279, 702, 316]
question-item: (ଗ) ଉଷାଙ୍କ ହୃଦୟରେ ଜାଗିଥିବା ପ୍ରେମ କାହା ପାଇଁ?: [8, 432, 284, 449]
match-row: ଆଧୁନିକ ପଦ୍ଧତି ପ୍ରତିବିମ୍ବତ ଅଭିମୁଖ: [398, 1377, 684, 1394]
question-item: (ଗ) ଦରଦୀ ଦୋଷ: [8, 1499, 99, 1516]
question-title: ୫। ଗୋଟିଏ ବାକ୍ୟରେ ପ୍ରତ୍ୟେକ ପ୍ରଶ୍ନର ଉତ୍ତର ଲେଖ। [1×5=5: [8, 917, 366, 953]
answer-item: (ଖ) ଦୟା ଓ ଭାବନାରେ ଜ୍ୟୋତିର୍ମୟ ପଣ୍ଡିତ ନିଷ୍ଠୁର ଆଚରଣ କରିଥିଲେ।: [398, 1241, 715, 1277]
answer-paragraph: ଶରୀରର ବିକାଶ ପାଇଁ ଯେପରି ମାଆର କ୍ଷୀର ଆବଶ୍ୟକ, ମନର ବିକାଶ ପାଇଁ ସେପରି ମାତୃଭାଷା ଆବଶ୍ୟକ। ମାତୃଭାଷା ମାଧ୍ୟମରେ ଶିକ୍ଷାଲାଭ କରି ଶିଶୁ ନିଜ ସଂସ୍କୃତି ଓ ପରମ୍ପରା ସହ ପରିଚିତ ହୁଏ। ବିଦେଶୀ ଭାଷାରେ ଶିକ୍ଷା ଦେଲେ ଶିଶୁ କେବଳ ମୁଖସ୍ଥ କରେ, ବୁଝିପାରେ ନାହିଁ। ଏହା ତା'ର ମାନସିକ ବିକାଶରେ ବାଧା ସୃଷ୍ଟି କରେ। ମହାତ୍ମା ଗାନ୍ଧୀ କହିଥିଲେ, ମାତୃଭାଷାରେ ଶିକ୍ଷା ହିଁ ପ୍ରକୃତ ଶିକ୍ଷା। ରବୀନ୍ଦ୍ରନାଥ ଠାକୁର ମଧ୍ୟ ମାତୃଭାଷାକୁ ମାଆର କ୍ଷୀର ସହ ତୁଳନା କରିଛନ୍ତି। ଉତ୍କଳମଣି ଗୋପବନ୍ଧୁ ଦାସ ମାତୃଭାଷାର ଉନ୍ନତି ପାଇଁ ଜୀବନ ଉତ୍ସର୍ଗ କରିଥିଲେ। ଫକୀରମୋହନ ସେନାପତି ଓଡ଼ିଆ ଭାଷାର ଅସ୍ତିତ୍ୱ ରକ୍ଷା ପାଇଁ ସଂଗ୍ରାମ କରିଥିଲେ। ଓଡ଼ିଆ ଭାଷା ଆନ୍ଦୋଳନ ଫଳରେ ୧୯୩୬ ମସିହାରେ ସ୍ୱତନ୍ତ୍ର ଓଡ଼ିଶା ପ୍ରଦେଶ ଗଠିତ ହୋଇଥିଲା। ଏହା ଭାଷାଭିତ୍ତିକ ପ୍ରଥମ ପ୍ରଦେଶ। ଆଜି ବିଶ୍ୱାୟନ ଯୁଗରେ ଇଂରାଜୀ ଭାଷାର ପ୍ରଭାବ ବଢ଼ିଚାଲିଛି। ଅଭିଭାବକମାନେ ପିଲାଙ୍କୁ ଇଂରାଜୀ ମାଧ୍ୟମ ବିଦ୍ୟାଳୟରେ ପଢ଼ାଇବାକୁ ଆଗ୍ରହୀ। ଫଳରେ ମାତୃଭାଷା ଉପେକ୍ଷିତ ହେଉଛି। ଏହା ଚିନ୍ତାର ବିଷୟ। ଇଂରାଜୀ ଶିଖିବା ଆବଶ୍ୟକ, କିନ୍ତୁ ମାତୃଭାଷାକୁ ଭୁଲିବା ଉଚିତ ନୁହେଁ। ସରକାର ମାତୃଭାଷାରେ ପ୍ରାଥମିକ ଶିକ୍ଷା ବାଧ୍ୟତାମୂଳକ କରିଛନ୍ତି। ସରକାରୀ କାର୍ଯ୍ୟରେ ଓଡ଼ିଆ ଭାଷାର ବ୍ୟବହାର ପାଇଁ ଆଇନ ପ୍ରଣୟନ କରାଯାଇଛି। ଉଚ୍ଚଶିକ୍ଷାରେ ମଧ୍ୟ ଓଡ଼ିଆ ମାଧ୍ୟମରେ ପୁସ୍ତକ ପ୍ରକାଶ କରାଯାଉଛି। କିମ୍ବା, ଗ୍ରାମ୍ୟ ଜୀବନରେ ଏକତା ଓ ସହଯୋଗ ଅତି ଗୁରୁତ୍ୱପୂର୍ଣ୍ଣ। ଗ୍ରାମର ଲୋକମାନେ ପରସ୍ପରର ସୁଖ ଦୁଃଖରେ ଭାଗୀଦାର ହୁଅନ୍ତି। ଉତ୍ସବ ପର୍ବପର୍ବାଣୀରେ ସମସ୍ତେ ମିଳିମିଶି ଆନନ୍ଦ କରନ୍ତି। ବିପଦ ଆପଦରେ ଏକାଠି ହୋଇ ସାହାଯ୍ୟ କରନ୍ତି। କିନ୍ତୁ ଆଧୁନିକ ଯୁଗରେ ଏହି ଏକତା କ୍ରମଶଃ କମିଯାଉଛି। ରାଜନୈତିକ ଦଳୀୟତା ଓ ସ୍ୱାର୍ଥପରତା ଗ୍ରାମ୍ୟ ସମାଜକୁ ବିଭାଜିତ କରୁଛି। ଏହା ଗ୍ରାମର ବିକାଶରେ ବାଧା ସୃଷ୍ଟି କରୁଛି। ଗ୍ରାମର ଉନ୍ନତି ପାଇଁ ସମସ୍ତଙ୍କୁ ଏକାଠି ହୋଇ କାମ କରିବାକୁ ପଡ଼ିବ।: [1118, 241, 1467, 762]
question-title: ୧୩। ପ୍ରାୟ ୨୫୦ଟି ଶବ୍ଦ ମଧ୍ୟରେ ଯେକୌଣସି ଗୋଟିଏ ବିଷୟରେ ପ୍ରବନ୍ଧ ଲେଖ। [10: [380, 318, 742, 355]
essay-topic: (ଖ) ତୁମର ପ୍ରିୟ ଖେଳାଳି:: [380, 415, 522, 432]
essay-outline: (ଉପକ୍ରମ – ପ୍ରିୟ ଖେଳାଳିଙ୍କ ପରିଚୟ – ଖେଳରେ ଦକ୍ଷତା – ଉପସଂହାର): [398, 435, 716, 471]
subject-band: [0, 178, 1475, 224]
match-row: ସ୍ୱଦେଶୀର ବ୍ୟବହାର ଅର୍ଥମାନ କ୍ଷେତ୍ର: [398, 1415, 656, 1432]
exam-full-marks: ପୂର୍ଣ୍ଣସଂଖ୍ୟା: ୧୦୦: [262, 241, 366, 257]
question-title: ୨। ଶୂନ୍ୟସ୍ଥାନ ପୂରଣ କର। [1×5=5: [8, 490, 366, 507]
answer-item: (ଗ) ବିସ୍ମୟ ପ୍ରକାଶ କରୁଥିବା ଅବ୍ୟୟ।: [398, 1629, 610, 1646]
answer-item: (ଙ) ଓଡ଼ିଆ ଜାତିର ସମୃଦ୍ଧି ଓ ବାଣିଜ୍ୟ ହରାଇଲା।: [398, 1318, 648, 1335]
match-header: 'କ' ସ୍ତମ୍ଭ 'ଖ' ସ୍ତମ୍ଭ: [398, 1338, 633, 1355]
